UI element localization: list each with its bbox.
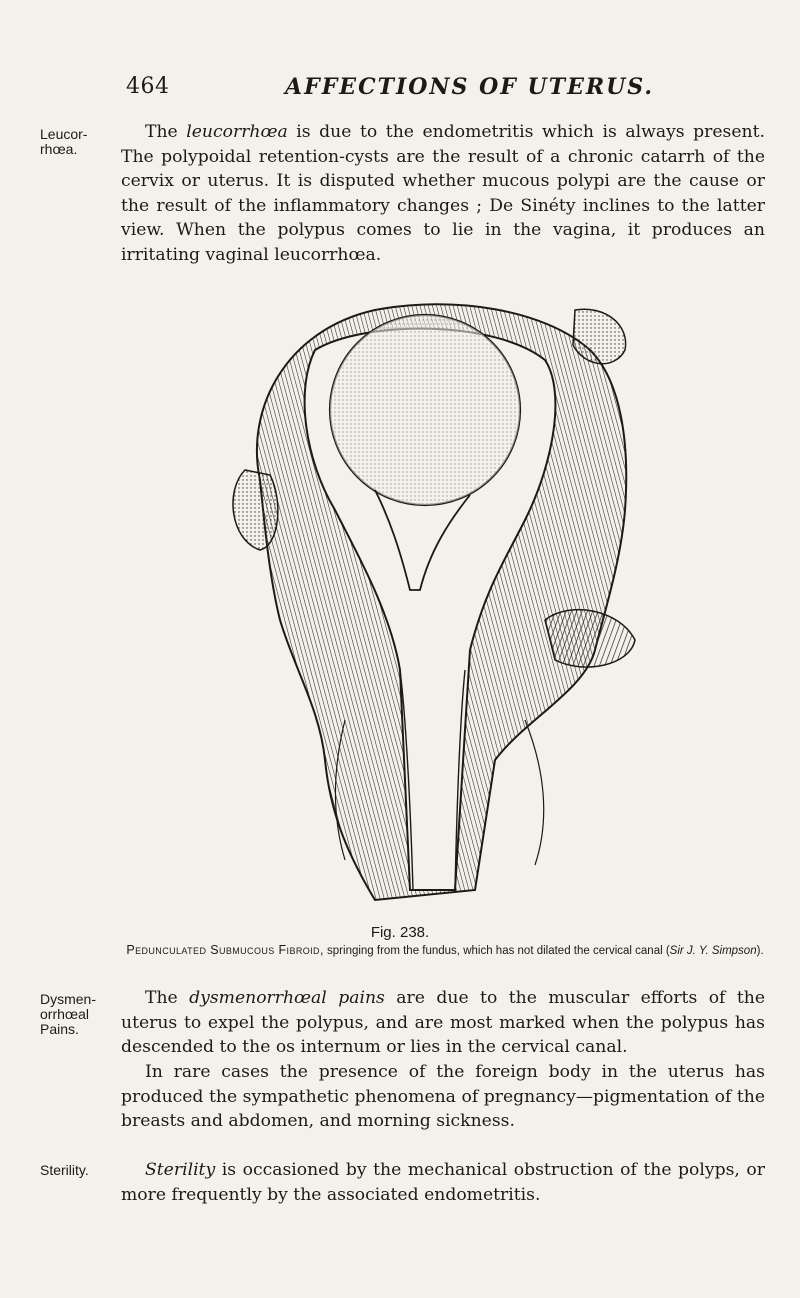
lead-in: The xyxy=(145,122,187,142)
caption-title: Pedunculated Submucous Fibroid, xyxy=(126,943,324,957)
paragraph-sterility xyxy=(121,1158,765,1207)
sidenote-line: rhœa. xyxy=(40,141,78,157)
paragraph-pregnancy-phenomena xyxy=(121,1060,765,1134)
sidenote-leucorrhoea xyxy=(40,127,120,157)
sidenote-line: orrhœal xyxy=(40,1006,90,1022)
paragraph-body: are due to the muscular efforts of the uterus to expel the polypus, and are most marked when the polypus has descended to the os internum or lies in the cervical canal. xyxy=(121,988,765,1058)
paragraph-dysmenorrhoeal xyxy=(121,986,765,1060)
caption-end: ). xyxy=(756,945,764,957)
paragraph-body: is due to the endometritis which is always present. The polypoidal retention-cysts are the result of a chronic catarrh of the cervix or uterus. It is disputed whether mucous polypi are the cause or the result of the inflammatory changes ; De Sinéty inclines to the latter view. When the polypus comes to lie in the vagina, it produces an irritating vaginal leucorrhœa. xyxy=(121,122,765,265)
page-header xyxy=(0,74,800,104)
sidenote-line: Pains. xyxy=(40,1021,79,1037)
sidenote-line: Dysmen- xyxy=(40,991,97,1007)
sidenote-dysmenorrhoeal xyxy=(40,992,120,1037)
term-dysmenorrhoeal: dysmenorrhœal pains xyxy=(189,988,385,1008)
caption-text: springing from the fundus, which has not dilated the cervical canal ( xyxy=(323,945,670,957)
figure-caption xyxy=(120,943,770,958)
sidenote-sterility xyxy=(40,1163,120,1178)
sidenote-line: Leucor- xyxy=(40,126,88,142)
caption-credit: Sir J. Y. Simpson xyxy=(669,945,757,957)
page-number: 464 xyxy=(126,74,170,99)
figure-label: Fig. 238. xyxy=(370,924,430,941)
running-title: AFFECTIONS OF UTERUS. xyxy=(285,74,655,100)
figure-illustration xyxy=(225,290,645,910)
term-sterility: Sterility xyxy=(145,1160,216,1180)
paragraph-body: is occasioned by the mechanical obstruction of the polyps, or more frequently by the associated endometritis. xyxy=(121,1160,765,1205)
lead-in: The xyxy=(145,988,190,1008)
paragraph-body: In rare cases the presence of the foreign body in the uterus has produced the sympathetic phenomena of pregnancy—pigmentation of the breasts and abdomen, and morning sickness. xyxy=(121,1062,765,1132)
term-leucorrhoea: leucorrhœa xyxy=(186,122,288,142)
sidenote-line: Sterility. xyxy=(40,1162,89,1178)
paragraph-leucorrhoea xyxy=(121,120,765,268)
uterus-fibroid-drawing xyxy=(225,290,645,910)
